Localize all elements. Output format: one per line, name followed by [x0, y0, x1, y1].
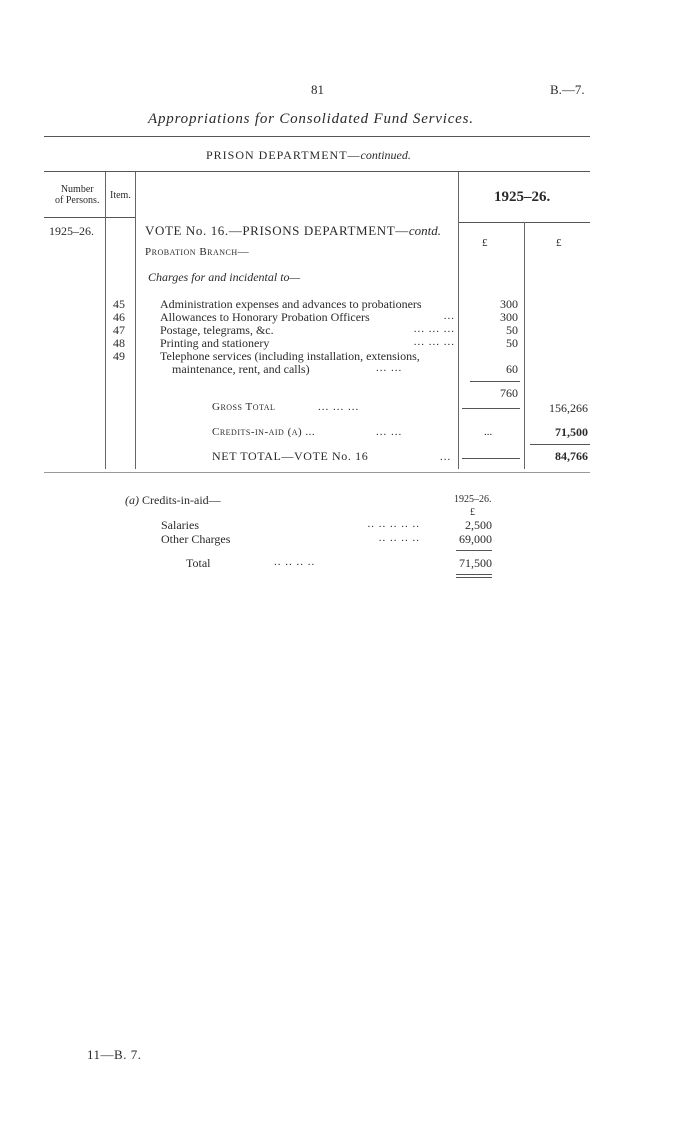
net-total-dots: ...	[440, 451, 452, 463]
number-of-persons-line-2: of Persons.	[55, 195, 100, 206]
persons-item-divider	[105, 172, 106, 469]
currency-column-2: £	[556, 237, 562, 249]
item-amount: 50	[506, 323, 518, 337]
table-bottom-rule	[44, 472, 590, 473]
item-number: 46	[113, 310, 125, 324]
footnote-currency: £	[470, 507, 475, 518]
item-number: 45	[113, 297, 125, 311]
vote-title	[145, 223, 441, 239]
page-number: 81	[311, 82, 324, 97]
footnote-row-label: Salaries	[161, 518, 199, 532]
credits-in-aid-label: Credits-in-aid (a) ...	[212, 426, 316, 438]
footnote-marker: (a)	[125, 493, 139, 507]
footnote-row-label: Other Charges	[161, 532, 231, 546]
item-description: Postage, telegrams, &c.	[160, 323, 274, 337]
footnote-row-amount: 69,000	[459, 532, 492, 546]
item-header: Item.	[110, 190, 131, 201]
item-leader-dots: ... ... ...	[413, 323, 455, 335]
item-description: Printing and stationery	[160, 336, 270, 350]
page-footer: 11—B. 7.	[87, 1047, 142, 1062]
number-of-persons-header	[55, 184, 99, 206]
item-amount: 50	[506, 336, 518, 350]
number-of-persons-line-1: Number	[60, 184, 94, 195]
credits-in-aid-col1: ...	[484, 426, 493, 438]
item-leader-dots: ...	[443, 310, 455, 322]
page-title: Appropriations for Consolidated Fund Services.	[148, 111, 474, 127]
footnote-total-label: Total	[186, 556, 211, 570]
department-name: PRISON DEPARTMENT—	[206, 148, 361, 162]
item-number: 48	[113, 336, 125, 350]
item-49-continuation: maintenance, rent, and calls)	[172, 362, 310, 376]
description-amount-divider	[458, 172, 459, 469]
footnote-row-dots: .. .. .. ..	[378, 532, 420, 544]
table-top-rule	[44, 171, 590, 172]
footnote-row-amount: 2,500	[465, 518, 492, 532]
footnote	[125, 493, 221, 508]
footnote-total-amount: 71,500	[459, 556, 492, 570]
credits-in-aid-dots: ... ...	[376, 426, 403, 438]
gross-total-rule	[462, 408, 520, 409]
footnote-year: 1925–26.	[454, 494, 492, 505]
item-49-amount: 60	[506, 362, 518, 376]
item-number: 49	[113, 349, 125, 363]
net-total-rule	[462, 458, 520, 459]
subtotal: 760	[500, 386, 518, 400]
gross-total-amount: 156,266	[549, 401, 588, 415]
department-heading	[206, 148, 411, 163]
net-total-top-rule	[530, 444, 590, 445]
item-number: 47	[113, 323, 125, 337]
amount-columns-divider	[524, 222, 525, 469]
item-description: Allowances to Honorary Probation Officers	[160, 310, 370, 324]
vote-contd: contd.	[408, 223, 442, 238]
header-rule-left	[44, 217, 136, 218]
subtotal-rule	[470, 381, 520, 382]
currency-column-1: £	[482, 237, 488, 249]
footnote-total-rule-2	[456, 577, 492, 578]
footnote-total-rule-1	[456, 574, 492, 575]
item-amount: 300	[500, 297, 518, 311]
item-leader-dots: ... ... ...	[413, 336, 455, 348]
footnote-row-dots: .. .. .. .. ..	[367, 518, 420, 530]
document-reference: B.—7.	[550, 82, 585, 97]
net-total-amount: 84,766	[555, 449, 588, 463]
vote-title-text: VOTE No. 16.—PRISONS DEPARTMENT—	[145, 223, 409, 238]
footnote-heading: Credits-in-aid—	[142, 493, 221, 507]
rule-under-title	[44, 136, 590, 137]
charges-heading: Charges for and incidental to—	[148, 270, 301, 284]
continued-label: continued.	[360, 148, 411, 162]
item-amount: 300	[500, 310, 518, 324]
item-description: Administration expenses and advances to probationers	[160, 297, 422, 311]
item-description: Telephone services (including installation, extensions,	[160, 349, 420, 363]
branch-heading: Probation Branch—	[145, 246, 250, 258]
credits-in-aid-amount: 71,500	[555, 425, 588, 439]
footnote-total-dots: .. .. .. ..	[274, 556, 316, 568]
item-49-dots: ... ...	[376, 362, 403, 374]
item-description-divider	[135, 172, 136, 469]
gross-total-dots: ... ... ...	[318, 401, 360, 413]
net-total-label: NET TOTAL—VOTE No. 16	[212, 449, 369, 463]
footnote-subtotal-rule	[456, 550, 492, 551]
gross-total-label: Gross Total	[212, 401, 276, 413]
persons-year: 1925–26.	[49, 224, 94, 238]
year-header: 1925–26.	[494, 189, 551, 205]
